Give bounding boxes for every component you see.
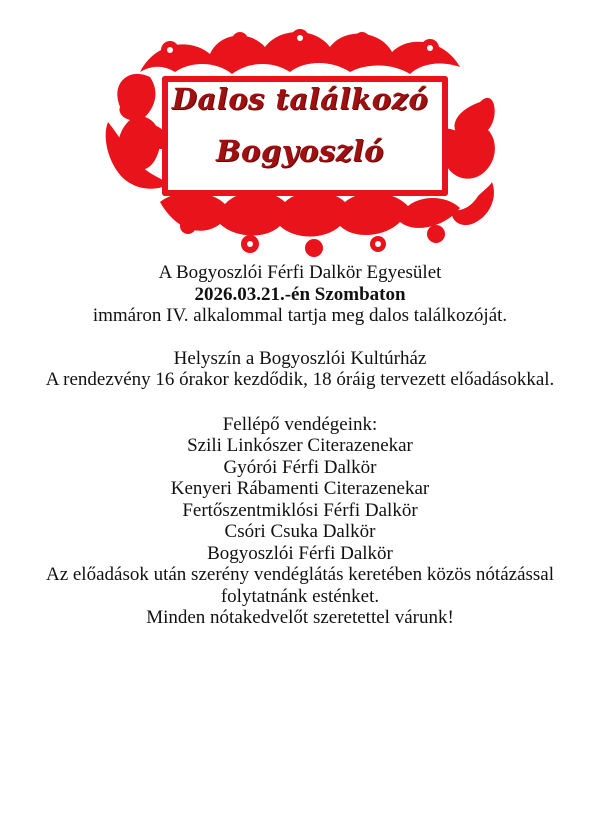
organizer-line: A Bogyoszlói Férfi Dalkör Egyesület [158, 262, 442, 283]
banner-title-line2: Bogyoszló [216, 134, 384, 168]
invitation-text [0, 262, 600, 629]
performers-heading: Fellépő vendégeink: [222, 413, 378, 435]
performer-item: Bogyoszlói Férfi Dalkör [207, 542, 393, 564]
performer-item: Fertőszentmiklósi Férfi Dalkör [182, 499, 418, 521]
performer-item: Szili Linkószer Citerazenekar [187, 435, 413, 456]
banner-title-line1: Dalos találkozó [171, 82, 429, 116]
event-date: 2026.03.21.-én Szombaton [194, 283, 406, 305]
performer-item: Kenyeri Rábamenti Citerazenekar [170, 478, 430, 499]
closing-line1: Az előadások után szerény vendéglátás keretében közös nótázással [45, 564, 555, 585]
closing-line2: folytatnánk esténket. [220, 585, 380, 607]
performer-item: Gyórói Férfi Dalkör [223, 456, 377, 478]
venue-line: Helyszín a Bogyoszlói Kultúrház [173, 347, 427, 369]
occasion-line: immáron IV. alkalommal tartja meg dalos találkozóját. [92, 305, 508, 326]
closing-line3: Minden nótakedvelőt szeretettel várunk! [146, 607, 454, 628]
schedule-line: A rendezvény 16 órakor kezdődik, 18 óráig tervezett előadásokkal. [45, 369, 555, 390]
performer-item: Csóri Csuka Dalkör [224, 521, 376, 542]
